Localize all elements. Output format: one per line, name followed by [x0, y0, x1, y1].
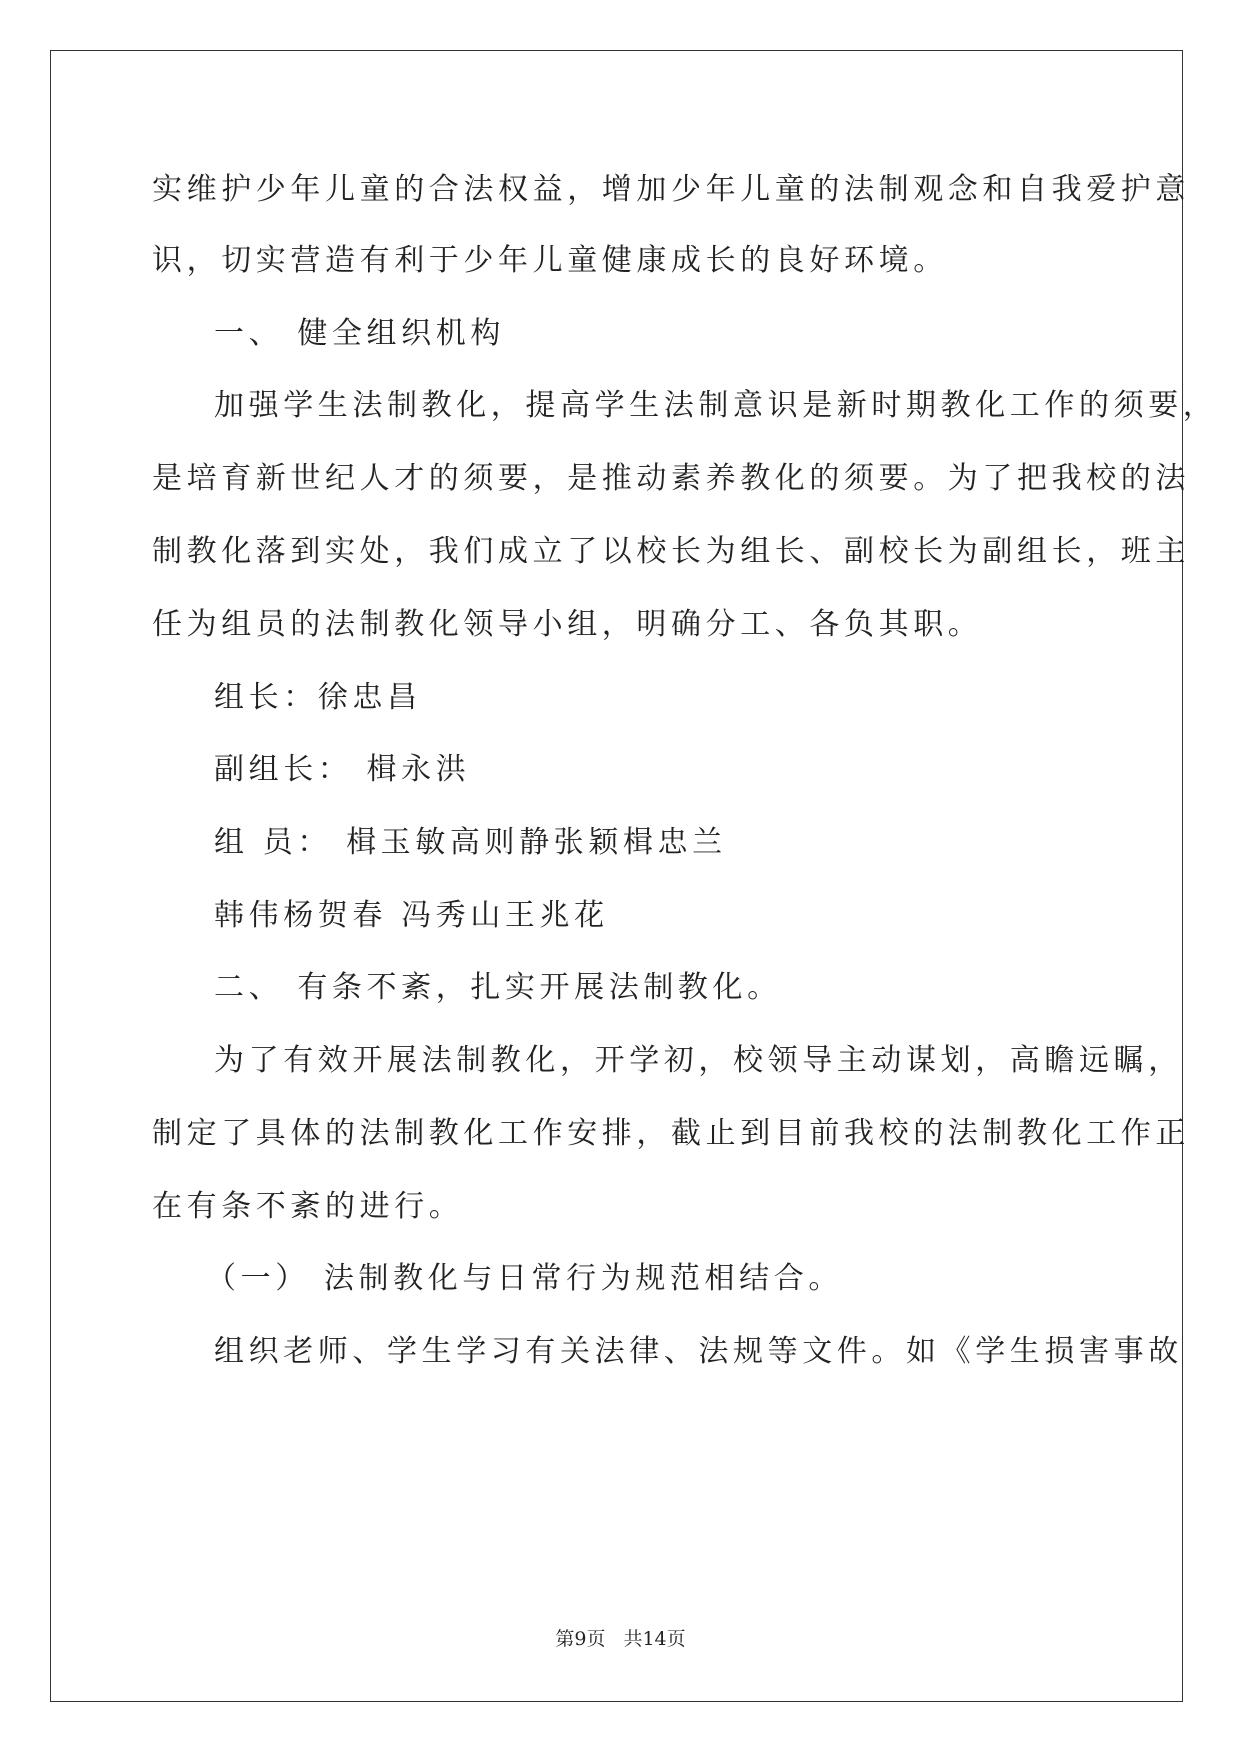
section-heading-2: 二、 有条不紊，扎实开展法制教化。: [214, 970, 782, 1005]
members-line: 组 员： 楫玉敏高则静张颖楫忠兰: [214, 825, 727, 860]
body-line-9: 在有条不紊的进行。: [152, 1189, 464, 1224]
body-line-8: 制定了具体的法制教化工作安排，截止到目前我校的法制教化工作正: [152, 1116, 1190, 1151]
group-leader-line: 组长：徐忠昌: [214, 680, 422, 715]
subsection-heading-1: （一） 法制教化与日常行为规范相结合。: [206, 1261, 843, 1296]
deputy-leader-line: 副组长： 楫永洪: [214, 752, 471, 787]
section-heading-1: 一、 健全组织机构: [214, 316, 505, 351]
page-frame: [50, 50, 1183, 1702]
body-line-2: 识，切实营造有利于少年儿童健康成长的良好环境。: [152, 243, 948, 278]
page-number: 第9页: [555, 1628, 606, 1650]
page-footer: [0, 1627, 1241, 1651]
body-line-7: 为了有效开展法制教化，开学初，校领导主动谋划，高瞻远瞩，: [214, 1043, 1183, 1078]
body-line-5: 制教化落到实处，我们成立了以校长为组长、副校长为副组长，班主: [152, 534, 1190, 569]
body-line-10: 组织老师、学生学习有关法律、法规等文件。如《学生损害事故: [214, 1334, 1183, 1369]
page-total: 共14页: [623, 1628, 686, 1650]
body-line-3: 加强学生法制教化，提高学生法制意识是新时期教化工作的须要，: [214, 388, 1218, 423]
body-line-1: 实维护少年儿童的合法权益，增加少年儿童的法制观念和自我爱护意: [152, 172, 1190, 207]
members-line-2: 韩伟杨贺春 冯秀山王兆花: [214, 898, 609, 933]
body-line-4: 是培育新世纪人才的须要，是推动素养教化的须要。为了把我校的法: [152, 461, 1190, 496]
body-line-6: 任为组员的法制教化领导小组，明确分工、各负其职。: [152, 607, 983, 642]
